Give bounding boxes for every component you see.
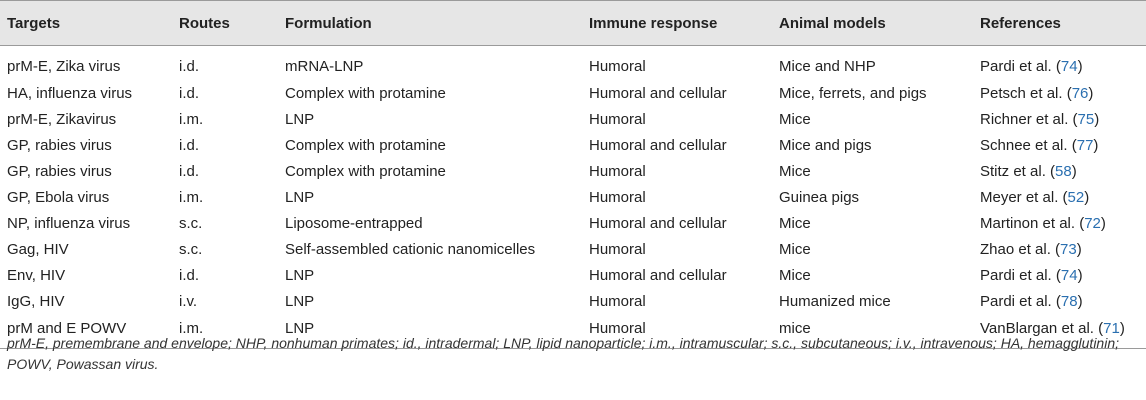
cell-route: i.d. bbox=[179, 57, 200, 75]
cell-target: GP, Ebola virus bbox=[7, 188, 110, 206]
cell-animal-model: Mice and NHP bbox=[779, 57, 876, 75]
reference-close-paren: ) bbox=[1100, 214, 1106, 232]
reference-author: Martinon et al. ( bbox=[980, 214, 1085, 232]
cell-reference bbox=[973, 46, 1146, 81]
table-row bbox=[0, 210, 1146, 236]
reference-author: VanBlargan et al. ( bbox=[980, 319, 1104, 337]
cell-animal-model: Mice bbox=[779, 214, 811, 232]
reference-close-paren: ) bbox=[1077, 57, 1083, 75]
cell-target: prM-E, Zikavirus bbox=[7, 110, 117, 128]
cell-target: Gag, HIV bbox=[7, 240, 69, 258]
cell-reference bbox=[973, 184, 1146, 210]
cell-animal-model: Mice bbox=[779, 266, 811, 284]
reference-number-link[interactable]: 74 bbox=[1060, 266, 1078, 284]
cell-route: s.c. bbox=[179, 214, 203, 232]
cell-formulation: LNP bbox=[278, 314, 582, 349]
table-row bbox=[0, 236, 1146, 262]
cell-reference bbox=[973, 262, 1146, 288]
cell-target: Env, HIV bbox=[7, 266, 66, 284]
cell-formulation: LNP bbox=[285, 188, 315, 206]
cell-formulation: LNP bbox=[285, 292, 315, 310]
cell-immune-response: Humoral and cellular bbox=[589, 136, 727, 154]
reference-close-paren: ) bbox=[1076, 240, 1082, 258]
table-row bbox=[0, 262, 1146, 288]
reference-close-paren: ) bbox=[1094, 110, 1100, 128]
header-animal-models: Animal models bbox=[772, 1, 973, 46]
reference-author: Richner et al. ( bbox=[980, 110, 1078, 128]
cell-reference bbox=[973, 288, 1146, 314]
cell-target: prM and E POWV bbox=[0, 314, 172, 349]
cell-animal-model: Guinea pigs bbox=[779, 188, 860, 206]
header-formulation: Formulation bbox=[278, 1, 582, 46]
cell-target: IgG, HIV bbox=[7, 292, 65, 310]
cell-formulation: Self-assembled cationic nanomicelles bbox=[285, 240, 536, 258]
cell-immune-response: Humoral bbox=[582, 314, 772, 349]
cell-route: i.d. bbox=[179, 266, 200, 284]
cell-formulation: Complex with protamine bbox=[285, 136, 446, 154]
cell-reference bbox=[973, 236, 1146, 262]
header-routes: Routes bbox=[172, 1, 278, 46]
cell-reference bbox=[973, 106, 1146, 132]
reference-number-link[interactable]: 76 bbox=[1071, 84, 1089, 102]
reference-author: Stitz et al. ( bbox=[980, 162, 1056, 180]
cell-animal-model: Humanized mice bbox=[779, 292, 891, 310]
reference-number-link[interactable]: 74 bbox=[1060, 57, 1078, 75]
table-row bbox=[0, 80, 1146, 106]
cell-reference bbox=[973, 80, 1146, 106]
cell-reference bbox=[973, 158, 1146, 184]
reference-number-link[interactable]: 77 bbox=[1076, 136, 1094, 154]
header-references: References bbox=[973, 1, 1146, 46]
reference-close-paren: ) bbox=[1077, 266, 1083, 284]
cell-animal-model: Mice bbox=[779, 240, 811, 258]
reference-close-paren: ) bbox=[1093, 136, 1099, 154]
cell-formulation: Complex with protamine bbox=[285, 162, 446, 180]
cell-target: GP, rabies virus bbox=[7, 136, 112, 154]
table-row bbox=[0, 46, 1146, 81]
reference-number-link[interactable]: 72 bbox=[1084, 214, 1101, 232]
cell-immune-response: Humoral and cellular bbox=[589, 266, 727, 284]
table-row bbox=[0, 184, 1146, 210]
cell-immune-response: Humoral bbox=[589, 162, 646, 180]
cell-immune-response: Humoral and cellular bbox=[589, 214, 727, 232]
cell-route: i.d. bbox=[179, 84, 200, 102]
reference-author: Pardi et al. ( bbox=[980, 266, 1061, 284]
cell-target: NP, influenza virus bbox=[7, 214, 131, 232]
cell-target: HA, influenza virus bbox=[7, 84, 133, 102]
cell-immune-response: Humoral bbox=[589, 292, 646, 310]
reference-number-link[interactable]: 52 bbox=[1067, 188, 1085, 206]
cell-reference bbox=[973, 132, 1146, 158]
reference-author: Meyer et al. ( bbox=[980, 188, 1068, 206]
cell-animal-model: Mice bbox=[779, 162, 811, 180]
cell-route: i.v. bbox=[179, 292, 198, 310]
cell-route: s.c. bbox=[179, 240, 203, 258]
reference-close-paren: ) bbox=[1077, 292, 1083, 310]
reference-close-paren: ) bbox=[1071, 162, 1077, 180]
reference-number-link[interactable]: 78 bbox=[1060, 292, 1078, 310]
cell-animal-model: Mice and pigs bbox=[779, 136, 872, 154]
reference-close-paren: ) bbox=[1084, 188, 1090, 206]
table-footnote: prM-E, premembrane and envelope; NHP, nonhuman primates; id., intradermal; LNP, lipid nanoparticle; i.m., intramuscular; s.c., subcutaneous; i.v., intravenous; HA, hemagglutinin; POWV, Powassan virus. bbox=[7, 335, 1119, 372]
cell-reference bbox=[973, 210, 1146, 236]
reference-number-link[interactable]: 58 bbox=[1055, 162, 1072, 180]
cell-formulation: Complex with protamine bbox=[285, 84, 446, 102]
reference-author: Pardi et al. ( bbox=[980, 292, 1061, 310]
cell-route: i.d. bbox=[179, 162, 200, 180]
cell-route: i.m. bbox=[172, 314, 278, 349]
cell-immune-response: Humoral bbox=[589, 188, 646, 206]
cell-immune-response: Humoral bbox=[589, 57, 646, 75]
reference-author: Schnee et al. ( bbox=[980, 136, 1077, 154]
reference-close-paren: ) bbox=[1088, 84, 1094, 102]
cell-immune-response: Humoral bbox=[589, 110, 646, 128]
cell-route: i.m. bbox=[179, 110, 204, 128]
table-row bbox=[0, 132, 1146, 158]
header-targets: Targets bbox=[0, 1, 172, 46]
reference-number-link[interactable]: 75 bbox=[1077, 110, 1095, 128]
cell-immune-response: Humoral and cellular bbox=[589, 84, 727, 102]
header-immune-response: Immune response bbox=[582, 1, 772, 46]
cell-animal-model: mice bbox=[772, 314, 973, 349]
reference-number-link[interactable]: 73 bbox=[1060, 240, 1077, 258]
reference-author: Pardi et al. ( bbox=[980, 57, 1061, 75]
cell-animal-model: Mice bbox=[779, 110, 811, 128]
cell-immune-response: Humoral bbox=[589, 240, 646, 258]
cell-formulation: mRNA-LNP bbox=[285, 57, 364, 75]
cell-target: GP, rabies virus bbox=[7, 162, 112, 180]
cell-target: prM-E, Zika virus bbox=[7, 57, 121, 75]
cell-formulation: LNP bbox=[285, 266, 315, 284]
cell-route: i.d. bbox=[179, 136, 200, 154]
table-row bbox=[0, 158, 1146, 184]
reference-author: Petsch et al. ( bbox=[980, 84, 1072, 102]
reference-close-paren: ) bbox=[1119, 319, 1125, 337]
cell-route: i.m. bbox=[179, 188, 204, 206]
cell-animal-model: Mice, ferrets, and pigs bbox=[779, 84, 927, 102]
table-header-row bbox=[0, 1, 1146, 46]
reference-author: Zhao et al. ( bbox=[980, 240, 1061, 258]
cell-formulation: Liposome-entrapped bbox=[285, 214, 423, 232]
cell-formulation: LNP bbox=[285, 110, 315, 128]
table-body bbox=[0, 46, 1146, 349]
table-row bbox=[0, 106, 1146, 132]
table-row bbox=[0, 288, 1146, 314]
reference-number-link[interactable]: 71 bbox=[1103, 319, 1120, 337]
